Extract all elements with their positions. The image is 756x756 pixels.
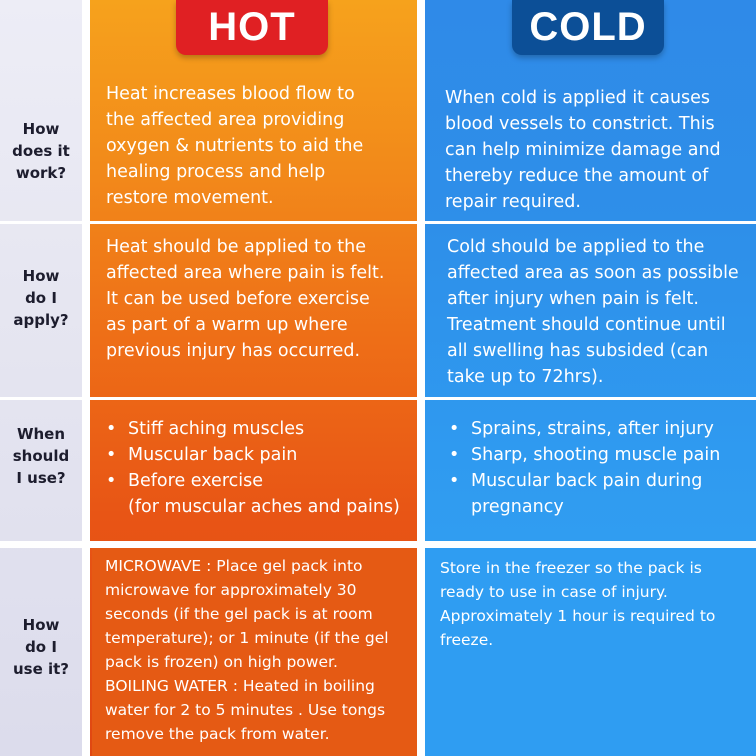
list-item: • Stiff aching muscles: [128, 416, 400, 442]
hot-header-badge: HOT: [176, 0, 328, 55]
list-item: • Sharp, shooting muscle pain: [471, 442, 720, 468]
question-when-should-i-use: When should I use?: [12, 425, 70, 487]
list-item-continuation: (for muscular aches and pains): [128, 497, 400, 517]
hot-how-to-use-text: MICROWAVE : Place gel pack into microwave for approximately 30 seconds (if the gel pack is at room temperature); or 1 minute (if the gel pack is frozen) on high power. BOILING WATER : Heated in boiling water for 2 to 5 minutes . Use tongs remove the pack from water.: [105, 557, 389, 743]
column-divider: [417, 0, 425, 756]
question-how-does-it-work: How does it work?: [12, 120, 70, 182]
list-item: • Sprains, strains, after injury: [471, 416, 720, 442]
hot-how-it-works-text: Heat increases blood flow to the affected area providing oxygen & nutrients to aid the healing process and help restore movement.: [106, 84, 364, 208]
hot-how-to-apply-text: Heat should be applied to the affected area where pain is felt. It can be used before exercise as part of a warm up where previous injury has occurred.: [106, 237, 385, 361]
hot-when-to-use-list: [104, 416, 400, 520]
list-item: • Before exercise: [128, 468, 400, 494]
row-divider: [0, 221, 756, 224]
cold-how-it-works-text: When cold is applied it causes blood vessels to constrict. This can help minimize damage and thereby reduce the amount of repair required.: [445, 88, 721, 212]
cold-header-badge: COLD: [512, 0, 664, 55]
cold-when-to-use-list: [447, 416, 720, 520]
column-divider: [82, 0, 90, 756]
cold-how-to-apply-text: Cold should be applied to the affected area as soon as possible after injury when pain is felt. Treatment should continue until all swelling has subsided (can take up to 72hrs).: [447, 237, 739, 387]
list-item: • Muscular back pain during: [471, 468, 720, 494]
question-how-do-i-apply: How do I apply?: [13, 267, 69, 329]
cold-how-to-use-text: Store in the freezer so the pack is ready to use in case of injury. Approximately 1 hour is required to freeze.: [440, 559, 716, 649]
list-item: • Muscular back pain: [128, 442, 400, 468]
list-item-continuation: pregnancy: [471, 497, 564, 517]
row-divider: [0, 397, 756, 400]
question-how-do-i-use-it: How do I use it?: [12, 616, 69, 678]
row-divider: [0, 541, 756, 548]
